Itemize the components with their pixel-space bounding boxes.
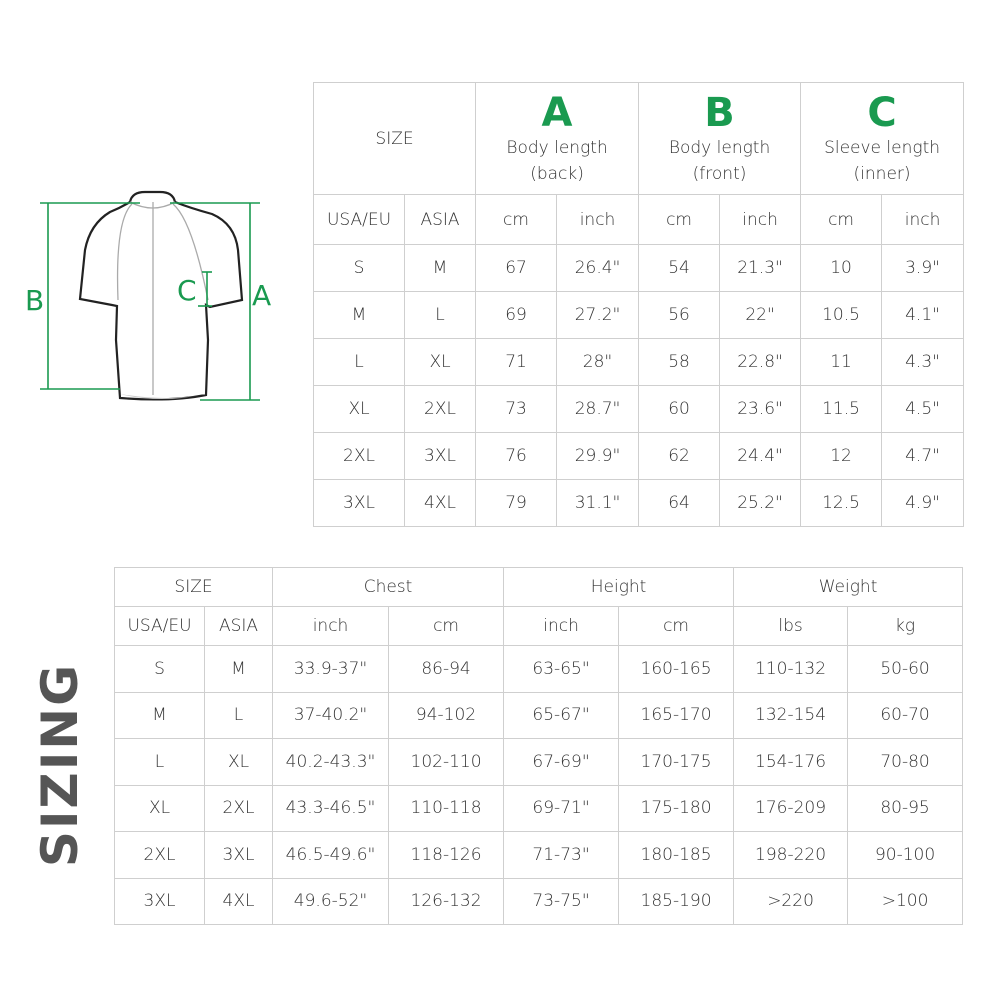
table-cell: 23.6" (720, 386, 801, 433)
group-b-header: B Body length (front) (639, 83, 801, 195)
table-cell: 64 (639, 480, 720, 527)
table-cell: 2XL (314, 433, 405, 480)
table-cell: 56 (639, 292, 720, 339)
column-subheader: USA/EU (314, 195, 405, 245)
table-cell: 110-118 (389, 785, 504, 832)
table-cell: 58 (639, 339, 720, 386)
label-c: C (177, 274, 197, 307)
table-cell: 2XL (115, 832, 205, 879)
table-cell: 49.6-52" (273, 878, 389, 925)
table-cell: 25.2" (720, 480, 801, 527)
table-row (314, 292, 964, 339)
table-cell: 11 (801, 339, 882, 386)
height-header: Height (504, 568, 734, 607)
table-cell: 10.5 (801, 292, 882, 339)
table-cell: 4XL (405, 480, 476, 527)
column-subheader: ASIA (405, 195, 476, 245)
column-subheader: inch (273, 607, 389, 646)
table-cell: 4.1" (882, 292, 964, 339)
column-subheader: inch (504, 607, 619, 646)
table-cell: 71-73" (504, 832, 619, 879)
table-cell: 43.3-46.5" (273, 785, 389, 832)
label-b: B (25, 284, 45, 317)
table-cell: 62 (639, 433, 720, 480)
table-row (314, 339, 964, 386)
table-cell: 4XL (205, 878, 273, 925)
label-a: A (252, 279, 272, 312)
column-subheader: inch (720, 195, 801, 245)
table-cell: 10 (801, 245, 882, 292)
table-cell: 86-94 (389, 646, 504, 693)
column-subheader: cm (389, 607, 504, 646)
table-cell: 102-110 (389, 739, 504, 786)
table-cell: 26.4" (557, 245, 639, 292)
table-cell: 3.9" (882, 245, 964, 292)
table-cell: 110-132 (734, 646, 848, 693)
table-cell: >220 (734, 878, 848, 925)
table-cell: L (405, 292, 476, 339)
table-cell: 54 (639, 245, 720, 292)
table-cell: 176-209 (734, 785, 848, 832)
table-cell: 126-132 (389, 878, 504, 925)
table-cell: 65-67" (504, 692, 619, 739)
table-cell: 2XL (405, 386, 476, 433)
table-cell: M (205, 646, 273, 693)
table-cell: 198-220 (734, 832, 848, 879)
table-cell: 73 (476, 386, 557, 433)
column-subheader: cm (639, 195, 720, 245)
chest-header: Chest (273, 568, 504, 607)
table-cell: 4.7" (882, 433, 964, 480)
column-subheader: cm (619, 607, 734, 646)
table-cell: L (205, 692, 273, 739)
column-subheader: lbs (734, 607, 848, 646)
table-cell: 63-65" (504, 646, 619, 693)
table-cell: >100 (848, 878, 963, 925)
table-cell: 60-70 (848, 692, 963, 739)
table-cell: 22.8" (720, 339, 801, 386)
jersey-diagram (20, 180, 290, 410)
size-header: SIZE (314, 83, 476, 195)
table-row (115, 878, 963, 925)
table-cell: 11.5 (801, 386, 882, 433)
column-subheader: kg (848, 607, 963, 646)
table-cell: 71 (476, 339, 557, 386)
table-cell: 3XL (405, 433, 476, 480)
table-cell: L (115, 739, 205, 786)
column-subheader: inch (557, 195, 639, 245)
table-cell: M (405, 245, 476, 292)
table-cell: 73-75" (504, 878, 619, 925)
table-cell: 118-126 (389, 832, 504, 879)
table-cell: L (314, 339, 405, 386)
table-row (115, 692, 963, 739)
table-cell: 79 (476, 480, 557, 527)
table-row (314, 480, 964, 527)
table-cell: 50-60 (848, 646, 963, 693)
table-cell: XL (405, 339, 476, 386)
table-cell: 4.5" (882, 386, 964, 433)
table-cell: 46.5-49.6" (273, 832, 389, 879)
column-subheader: inch (882, 195, 964, 245)
table-cell: 4.9" (882, 480, 964, 527)
table-cell: 170-175 (619, 739, 734, 786)
table-cell: 132-154 (734, 692, 848, 739)
table-cell: 12.5 (801, 480, 882, 527)
table-cell: 24.4" (720, 433, 801, 480)
table-cell: 37-40.2" (273, 692, 389, 739)
table-cell: 3XL (314, 480, 405, 527)
table-cell: 28" (557, 339, 639, 386)
table-row (115, 832, 963, 879)
table-cell: 90-100 (848, 832, 963, 879)
table-cell: 80-95 (848, 785, 963, 832)
table-cell: 27.2" (557, 292, 639, 339)
table-cell: 60 (639, 386, 720, 433)
table-cell: 29.9" (557, 433, 639, 480)
body-size-table (114, 567, 963, 925)
table-cell: 3XL (205, 832, 273, 879)
table-cell: 31.1" (557, 480, 639, 527)
table-cell: 70-80 (848, 739, 963, 786)
column-subheader: ASIA (205, 607, 273, 646)
table-cell: XL (205, 739, 273, 786)
table-cell: 69-71" (504, 785, 619, 832)
table-cell: S (314, 245, 405, 292)
sizing-title: SIZING (31, 662, 89, 868)
table-row (314, 386, 964, 433)
table-cell: 67 (476, 245, 557, 292)
table-cell: 154-176 (734, 739, 848, 786)
table-cell: 3XL (115, 878, 205, 925)
table-cell: 160-165 (619, 646, 734, 693)
table-cell: 12 (801, 433, 882, 480)
table-cell: 180-185 (619, 832, 734, 879)
table-cell: 69 (476, 292, 557, 339)
length-size-table (313, 82, 964, 527)
size-header: SIZE (115, 568, 273, 607)
table-cell: 4.3" (882, 339, 964, 386)
table-cell: 185-190 (619, 878, 734, 925)
table-cell: 67-69" (504, 739, 619, 786)
measure-lines (40, 203, 260, 400)
table-row (115, 646, 963, 693)
column-subheader: cm (801, 195, 882, 245)
table-row (314, 433, 964, 480)
column-subheader: USA/EU (115, 607, 205, 646)
table-cell: 2XL (205, 785, 273, 832)
table-cell: 22" (720, 292, 801, 339)
table-cell: 165-170 (619, 692, 734, 739)
table-cell: 76 (476, 433, 557, 480)
group-c-header: C Sleeve length (inner) (801, 83, 964, 195)
table-cell: 175-180 (619, 785, 734, 832)
table-cell: 28.7" (557, 386, 639, 433)
table-cell: 21.3" (720, 245, 801, 292)
weight-header: Weight (734, 568, 963, 607)
table-cell: S (115, 646, 205, 693)
table-cell: M (314, 292, 405, 339)
table-cell: M (115, 692, 205, 739)
jersey-outline-icon (80, 192, 242, 399)
column-subheader: cm (476, 195, 557, 245)
table-row (314, 245, 964, 292)
table-cell: 94-102 (389, 692, 504, 739)
table-cell: 33.9-37" (273, 646, 389, 693)
table-cell: 40.2-43.3" (273, 739, 389, 786)
table-row (115, 785, 963, 832)
table-cell: XL (314, 386, 405, 433)
table-row (115, 739, 963, 786)
group-a-header: A Body length (back) (476, 83, 639, 195)
table-cell: XL (115, 785, 205, 832)
